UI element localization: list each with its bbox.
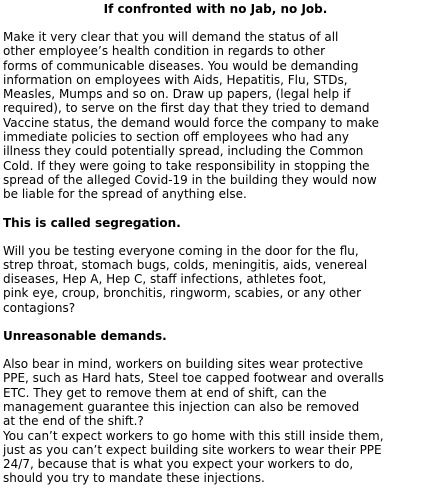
text-line: Vaccine status, the demand would force the company to make <box>3 115 380 130</box>
document-title: If confronted with no Jab, no Job. <box>103 2 328 16</box>
text-line: just as you can’t expect building site workers to wear their PPE <box>3 442 382 457</box>
text-line: be liable for the spread of anything else. <box>3 187 247 202</box>
text-line: at the end of the shift.? <box>3 414 144 429</box>
text-line: forms of communicable diseases. You would be demanding <box>3 58 359 73</box>
paragraph-testing <box>3 244 428 315</box>
paragraph-ppe <box>3 357 428 428</box>
text-line: illness they could potentially spread, including the Common <box>3 144 364 159</box>
text-line: pink eye, croup, bronchitis, ringworm, scabies, or any other <box>3 286 362 301</box>
text-line: Make it very clear that you will demand the status of all <box>3 30 339 44</box>
text-line: ETC. They get to remove them at end of shift, can the <box>3 385 327 400</box>
text-line: Also bear in mind, workers on building sites wear protective <box>3 357 364 372</box>
text-line: You can’t expect workers to go home with this still inside them, <box>3 428 384 443</box>
text-line: PPE, such as Hard hats, Steel toe capped footwear and overalls <box>3 371 384 386</box>
text-line: Will you be testing everyone coming in the door for the flu, <box>3 243 359 258</box>
text-line: diseases, Hep A, Hep C, staff infections, athletes foot, <box>3 272 327 287</box>
paragraph-health-status <box>3 30 428 202</box>
text-line: spread of the alleged Covid-19 in the building they would now <box>3 172 377 187</box>
text-line: Measles, Mumps and so on. Draw up papers, (legal help if <box>3 87 351 102</box>
text-line: contagions? <box>3 300 76 315</box>
text-line: required), to serve on the first day that they tried to demand <box>3 101 370 116</box>
text-line: immediate policies to section off employees who had any <box>3 130 349 145</box>
text-line: Cold. If they were going to take responsibility in stopping the <box>3 158 370 173</box>
text-line: should you try to mandate these injections. <box>3 471 265 486</box>
text-line: information on employees with Aids, Hepatitis, Flu, STDs, <box>3 72 348 87</box>
section-heading-segregation: This is called segregation. <box>3 215 181 230</box>
paragraph-mandate <box>3 429 428 486</box>
text-line: strep throat, stomach bugs, colds, meningitis, aids, venereal <box>3 257 368 272</box>
section-heading-unreasonable-demands: Unreasonable demands. <box>3 329 167 344</box>
text-line: other employee’s health condition in regards to other <box>3 44 326 59</box>
text-line: management guarantee this injection can also be removed <box>3 399 360 414</box>
text-line: 24/7, because that is what you expect your workers to do, <box>3 457 354 472</box>
